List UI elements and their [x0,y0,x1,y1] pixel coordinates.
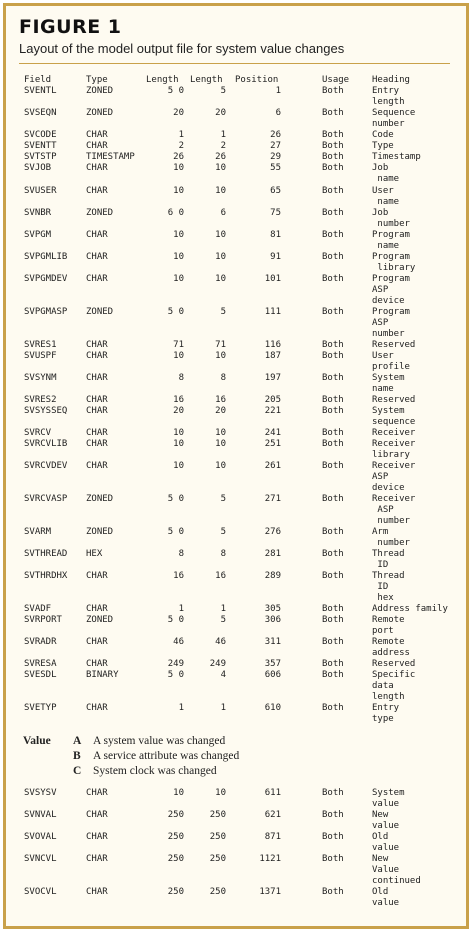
cell-length-2: 5 [220,527,226,537]
cell-field: SVJOB [24,163,52,173]
cell-usage: Both [322,670,344,680]
cell-field: SVSYSV [24,788,57,798]
cell-length-2: 71 [215,340,226,350]
cell-usage: Both [322,659,344,669]
cell-length: 10 [173,252,184,262]
cell-length-2: 8 [220,549,226,559]
cell-type: ZONED [86,108,114,118]
cell-position: 197 [264,373,281,383]
cell-field: SVCODE [24,130,57,140]
cell-length-2: 10 [215,274,226,284]
cell-type: CHAR [86,788,108,798]
cell-length: 2 [178,141,184,151]
cell-type: CHAR [86,230,108,240]
cell-length: 16 [173,395,184,405]
cell-usage: Both [322,637,344,647]
cell-heading: Old value [372,832,400,853]
cell-type: CHAR [86,703,108,713]
cell-usage: Both [322,395,344,405]
cell-length-2: 249 [209,659,226,669]
cell-length-2: 20 [215,406,226,416]
cell-field: SVADF [24,604,52,614]
cell-type: CHAR [86,571,108,581]
cell-heading: Receiver ASP number [372,494,416,526]
cell-usage: Both [322,527,344,537]
cell-field: SVRCVDEV [24,461,68,471]
cell-position: 187 [264,351,281,361]
cell-position: 251 [264,439,281,449]
cell-field: SVOCVL [24,887,57,897]
cell-usage: Both [322,186,344,196]
cell-heading: Program ASP number [372,307,410,339]
cell-length-2: 16 [215,395,226,405]
cell-length-2: 26 [215,152,226,162]
cell-usage: Both [322,439,344,449]
cell-heading: Remote address [372,637,410,658]
cell-field: SVTHREAD [24,549,68,559]
cell-position: 6 [275,108,281,118]
cell-heading: Program name [372,230,410,251]
cell-type: CHAR [86,395,108,405]
cell-length-2: 250 [209,854,226,864]
cell-usage: Both [322,373,344,383]
cell-heading: Entry type [372,703,400,724]
cell-position: 221 [264,406,281,416]
header-length-2: Length [190,75,223,85]
cell-usage: Both [322,130,344,140]
cell-length-2: 4 [220,670,226,680]
cell-length-2: 8 [220,373,226,383]
cell-heading: User name [372,186,400,207]
cell-field: SVNCVL [24,854,57,864]
cell-length: 5 0 [167,307,184,317]
cell-length: 1 [178,130,184,140]
cell-position: 65 [270,186,281,196]
cell-length-2: 10 [215,252,226,262]
cell-usage: Both [322,163,344,173]
figure-subtitle: Layout of the model output file for system value changes [19,41,345,56]
cell-heading: Thread ID hex [372,571,405,603]
cell-length-2: 5 [220,615,226,625]
value-description: A service attribute was changed [93,750,240,762]
cell-heading: Arm number [372,527,410,548]
cell-type: CHAR [86,163,108,173]
cell-length-2: 10 [215,186,226,196]
cell-length: 249 [167,659,184,669]
cell-type: BINARY [86,670,119,680]
cell-usage: Both [322,615,344,625]
cell-usage: Both [322,141,344,151]
cell-position: 111 [264,307,281,317]
figure-frame [3,3,469,929]
cell-length: 8 [178,373,184,383]
cell-length: 5 0 [167,615,184,625]
cell-length: 5 0 [167,527,184,537]
cell-field: SVTSTP [24,152,57,162]
cell-position: 357 [264,659,281,669]
cell-field: SVRADR [24,637,57,647]
cell-position: 91 [270,252,281,262]
cell-field: SVRES1 [24,340,57,350]
cell-heading: System sequence [372,406,416,427]
cell-length-2: 5 [220,86,226,96]
cell-heading: Entry length [372,86,405,107]
cell-type: CHAR [86,887,108,897]
cell-position: 116 [264,340,281,350]
cell-length: 5 0 [167,86,184,96]
cell-position: 1121 [259,854,281,864]
cell-type: HEX [86,549,103,559]
cell-field: SVPGM [24,230,52,240]
cell-type: ZONED [86,86,114,96]
value-code: A [73,735,82,747]
cell-heading: Thread ID [372,549,405,570]
cell-usage: Both [322,340,344,350]
cell-type: CHAR [86,832,108,842]
cell-usage: Both [322,810,344,820]
cell-length-2: 10 [215,439,226,449]
cell-type: CHAR [86,351,108,361]
cell-position: 271 [264,494,281,504]
cell-usage: Both [322,854,344,864]
cell-position: 281 [264,549,281,559]
cell-length: 16 [173,571,184,581]
cell-position: 241 [264,428,281,438]
cell-position: 1 [275,86,281,96]
cell-type: CHAR [86,186,108,196]
cell-field: SVRCVLIB [24,439,68,449]
cell-field: SVETYP [24,703,57,713]
cell-type: ZONED [86,494,114,504]
value-description: System clock was changed [93,765,217,777]
cell-length: 250 [167,810,184,820]
cell-field: SVSYSSEQ [24,406,68,416]
cell-length: 5 0 [167,670,184,680]
cell-field: SVSEQN [24,108,57,118]
cell-length: 10 [173,230,184,240]
cell-heading: Code [372,130,394,140]
cell-field: SVPGMDEV [24,274,68,284]
cell-position: 606 [264,670,281,680]
cell-length: 10 [173,428,184,438]
cell-length-2: 20 [215,108,226,118]
cell-length: 10 [173,788,184,798]
cell-length-2: 5 [220,494,226,504]
cell-heading: Reserved [372,340,416,350]
cell-length: 1 [178,703,184,713]
cell-length: 10 [173,274,184,284]
cell-heading: Receiver library [372,439,416,460]
cell-field: SVPGMASP [24,307,68,317]
cell-usage: Both [322,230,344,240]
cell-length-2: 5 [220,307,226,317]
cell-usage: Both [322,788,344,798]
cell-position: 871 [264,832,281,842]
cell-length-2: 250 [209,832,226,842]
cell-heading: Job number [372,208,410,229]
cell-position: 101 [264,274,281,284]
cell-position: 276 [264,527,281,537]
cell-position: 29 [270,152,281,162]
cell-length: 6 0 [167,208,184,218]
cell-length-2: 250 [209,887,226,897]
cell-field: SVRESA [24,659,57,669]
cell-length-2: 10 [215,230,226,240]
cell-usage: Both [322,307,344,317]
cell-type: CHAR [86,810,108,820]
cell-field: SVARM [24,527,52,537]
cell-position: 1371 [259,887,281,897]
cell-heading: Receiver ASP device [372,461,416,493]
cell-length-2: 250 [209,810,226,820]
cell-type: ZONED [86,527,114,537]
cell-type: ZONED [86,615,114,625]
cell-usage: Both [322,351,344,361]
cell-length: 10 [173,439,184,449]
cell-usage: Both [322,549,344,559]
cell-type: CHAR [86,141,108,151]
cell-position: 75 [270,208,281,218]
value-description: A system value was changed [93,735,226,747]
cell-position: 311 [264,637,281,647]
cell-usage: Both [322,571,344,581]
cell-heading: Sequence number [372,108,416,129]
cell-length-2: 6 [220,208,226,218]
cell-position: 611 [264,788,281,798]
cell-usage: Both [322,252,344,262]
cell-heading: Reserved [372,395,416,405]
cell-heading: Job name [372,163,400,184]
cell-length-2: 1 [220,703,226,713]
cell-position: 55 [270,163,281,173]
cell-length-2: 2 [220,141,226,151]
cell-position: 26 [270,130,281,140]
cell-length: 5 0 [167,494,184,504]
cell-length: 250 [167,887,184,897]
value-code: B [73,750,81,762]
cell-field: SVNVAL [24,810,57,820]
cell-heading: Address family [372,604,448,614]
cell-field: SVTHRDHX [24,571,68,581]
cell-heading: New value [372,810,400,831]
cell-type: ZONED [86,208,114,218]
cell-usage: Both [322,428,344,438]
cell-heading: Receiver [372,428,416,438]
cell-field: SVOVAL [24,832,57,842]
cell-field: SVUSPF [24,351,57,361]
cell-field: SVPGMLIB [24,252,68,262]
cell-heading: Specific data length [372,670,416,702]
cell-length-2: 1 [220,604,226,614]
cell-type: TIMESTAMP [86,152,135,162]
cell-type: ZONED [86,307,114,317]
figure-title: FIGURE 1 [19,16,122,38]
cell-type: CHAR [86,406,108,416]
cell-position: 27 [270,141,281,151]
cell-usage: Both [322,887,344,897]
header-length: Length [146,75,179,85]
cell-position: 81 [270,230,281,240]
cell-type: CHAR [86,274,108,284]
cell-type: CHAR [86,854,108,864]
cell-heading: Program library [372,252,416,273]
cell-position: 610 [264,703,281,713]
cell-field: SVRCVASP [24,494,68,504]
cell-length: 8 [178,549,184,559]
cell-length: 26 [173,152,184,162]
cell-length-2: 46 [215,637,226,647]
cell-length: 20 [173,108,184,118]
cell-field: SVRCV [24,428,52,438]
header-type: Type [86,75,108,85]
cell-length: 46 [173,637,184,647]
cell-heading: Program ASP device [372,274,410,306]
cell-length-2: 16 [215,571,226,581]
cell-usage: Both [322,406,344,416]
cell-field: SVUSER [24,186,57,196]
cell-length-2: 10 [215,163,226,173]
cell-length: 10 [173,186,184,196]
cell-type: CHAR [86,439,108,449]
cell-type: CHAR [86,373,108,383]
cell-length: 10 [173,461,184,471]
cell-position: 305 [264,604,281,614]
cell-position: 306 [264,615,281,625]
cell-length: 250 [167,854,184,864]
cell-usage: Both [322,832,344,842]
value-label: Value [23,735,51,747]
cell-heading: Reserved [372,659,416,669]
cell-length-2: 10 [215,461,226,471]
cell-heading: Old value [372,887,400,908]
cell-length: 10 [173,351,184,361]
cell-usage: Both [322,208,344,218]
cell-length: 1 [178,604,184,614]
cell-usage: Both [322,494,344,504]
cell-heading: New Value continued [372,854,421,886]
header-heading: Heading [372,75,410,85]
cell-length-2: 10 [215,788,226,798]
cell-type: CHAR [86,428,108,438]
cell-heading: Timestamp [372,152,421,162]
cell-length-2: 1 [220,130,226,140]
cell-type: CHAR [86,130,108,140]
cell-usage: Both [322,274,344,284]
cell-length: 10 [173,163,184,173]
cell-heading: System name [372,373,405,394]
cell-type: CHAR [86,461,108,471]
cell-usage: Both [322,86,344,96]
cell-length-2: 10 [215,428,226,438]
cell-field: SVRES2 [24,395,57,405]
cell-length: 20 [173,406,184,416]
cell-field: SVESDL [24,670,57,680]
cell-field: SVENTL [24,86,57,96]
cell-type: CHAR [86,340,108,350]
cell-length: 71 [173,340,184,350]
cell-usage: Both [322,604,344,614]
cell-usage: Both [322,108,344,118]
cell-usage: Both [322,152,344,162]
cell-usage: Both [322,703,344,713]
title-divider [19,63,450,64]
header-field: Field [24,75,52,85]
cell-position: 289 [264,571,281,581]
cell-heading: Remote port [372,615,405,636]
cell-length-2: 10 [215,351,226,361]
cell-position: 621 [264,810,281,820]
cell-field: SVSYNM [24,373,57,383]
cell-type: CHAR [86,604,108,614]
cell-type: CHAR [86,659,108,669]
cell-type: CHAR [86,252,108,262]
cell-position: 261 [264,461,281,471]
cell-heading: User profile [372,351,410,372]
cell-heading: System value [372,788,405,809]
cell-position: 205 [264,395,281,405]
cell-length: 250 [167,832,184,842]
cell-field: SVRPORT [24,615,62,625]
cell-field: SVENTT [24,141,57,151]
cell-heading: Type [372,141,394,151]
cell-type: CHAR [86,637,108,647]
cell-usage: Both [322,461,344,471]
header-position: Position [235,75,279,85]
cell-field: SVNBR [24,208,52,218]
value-code: C [73,765,82,777]
header-usage: Usage [322,75,350,85]
